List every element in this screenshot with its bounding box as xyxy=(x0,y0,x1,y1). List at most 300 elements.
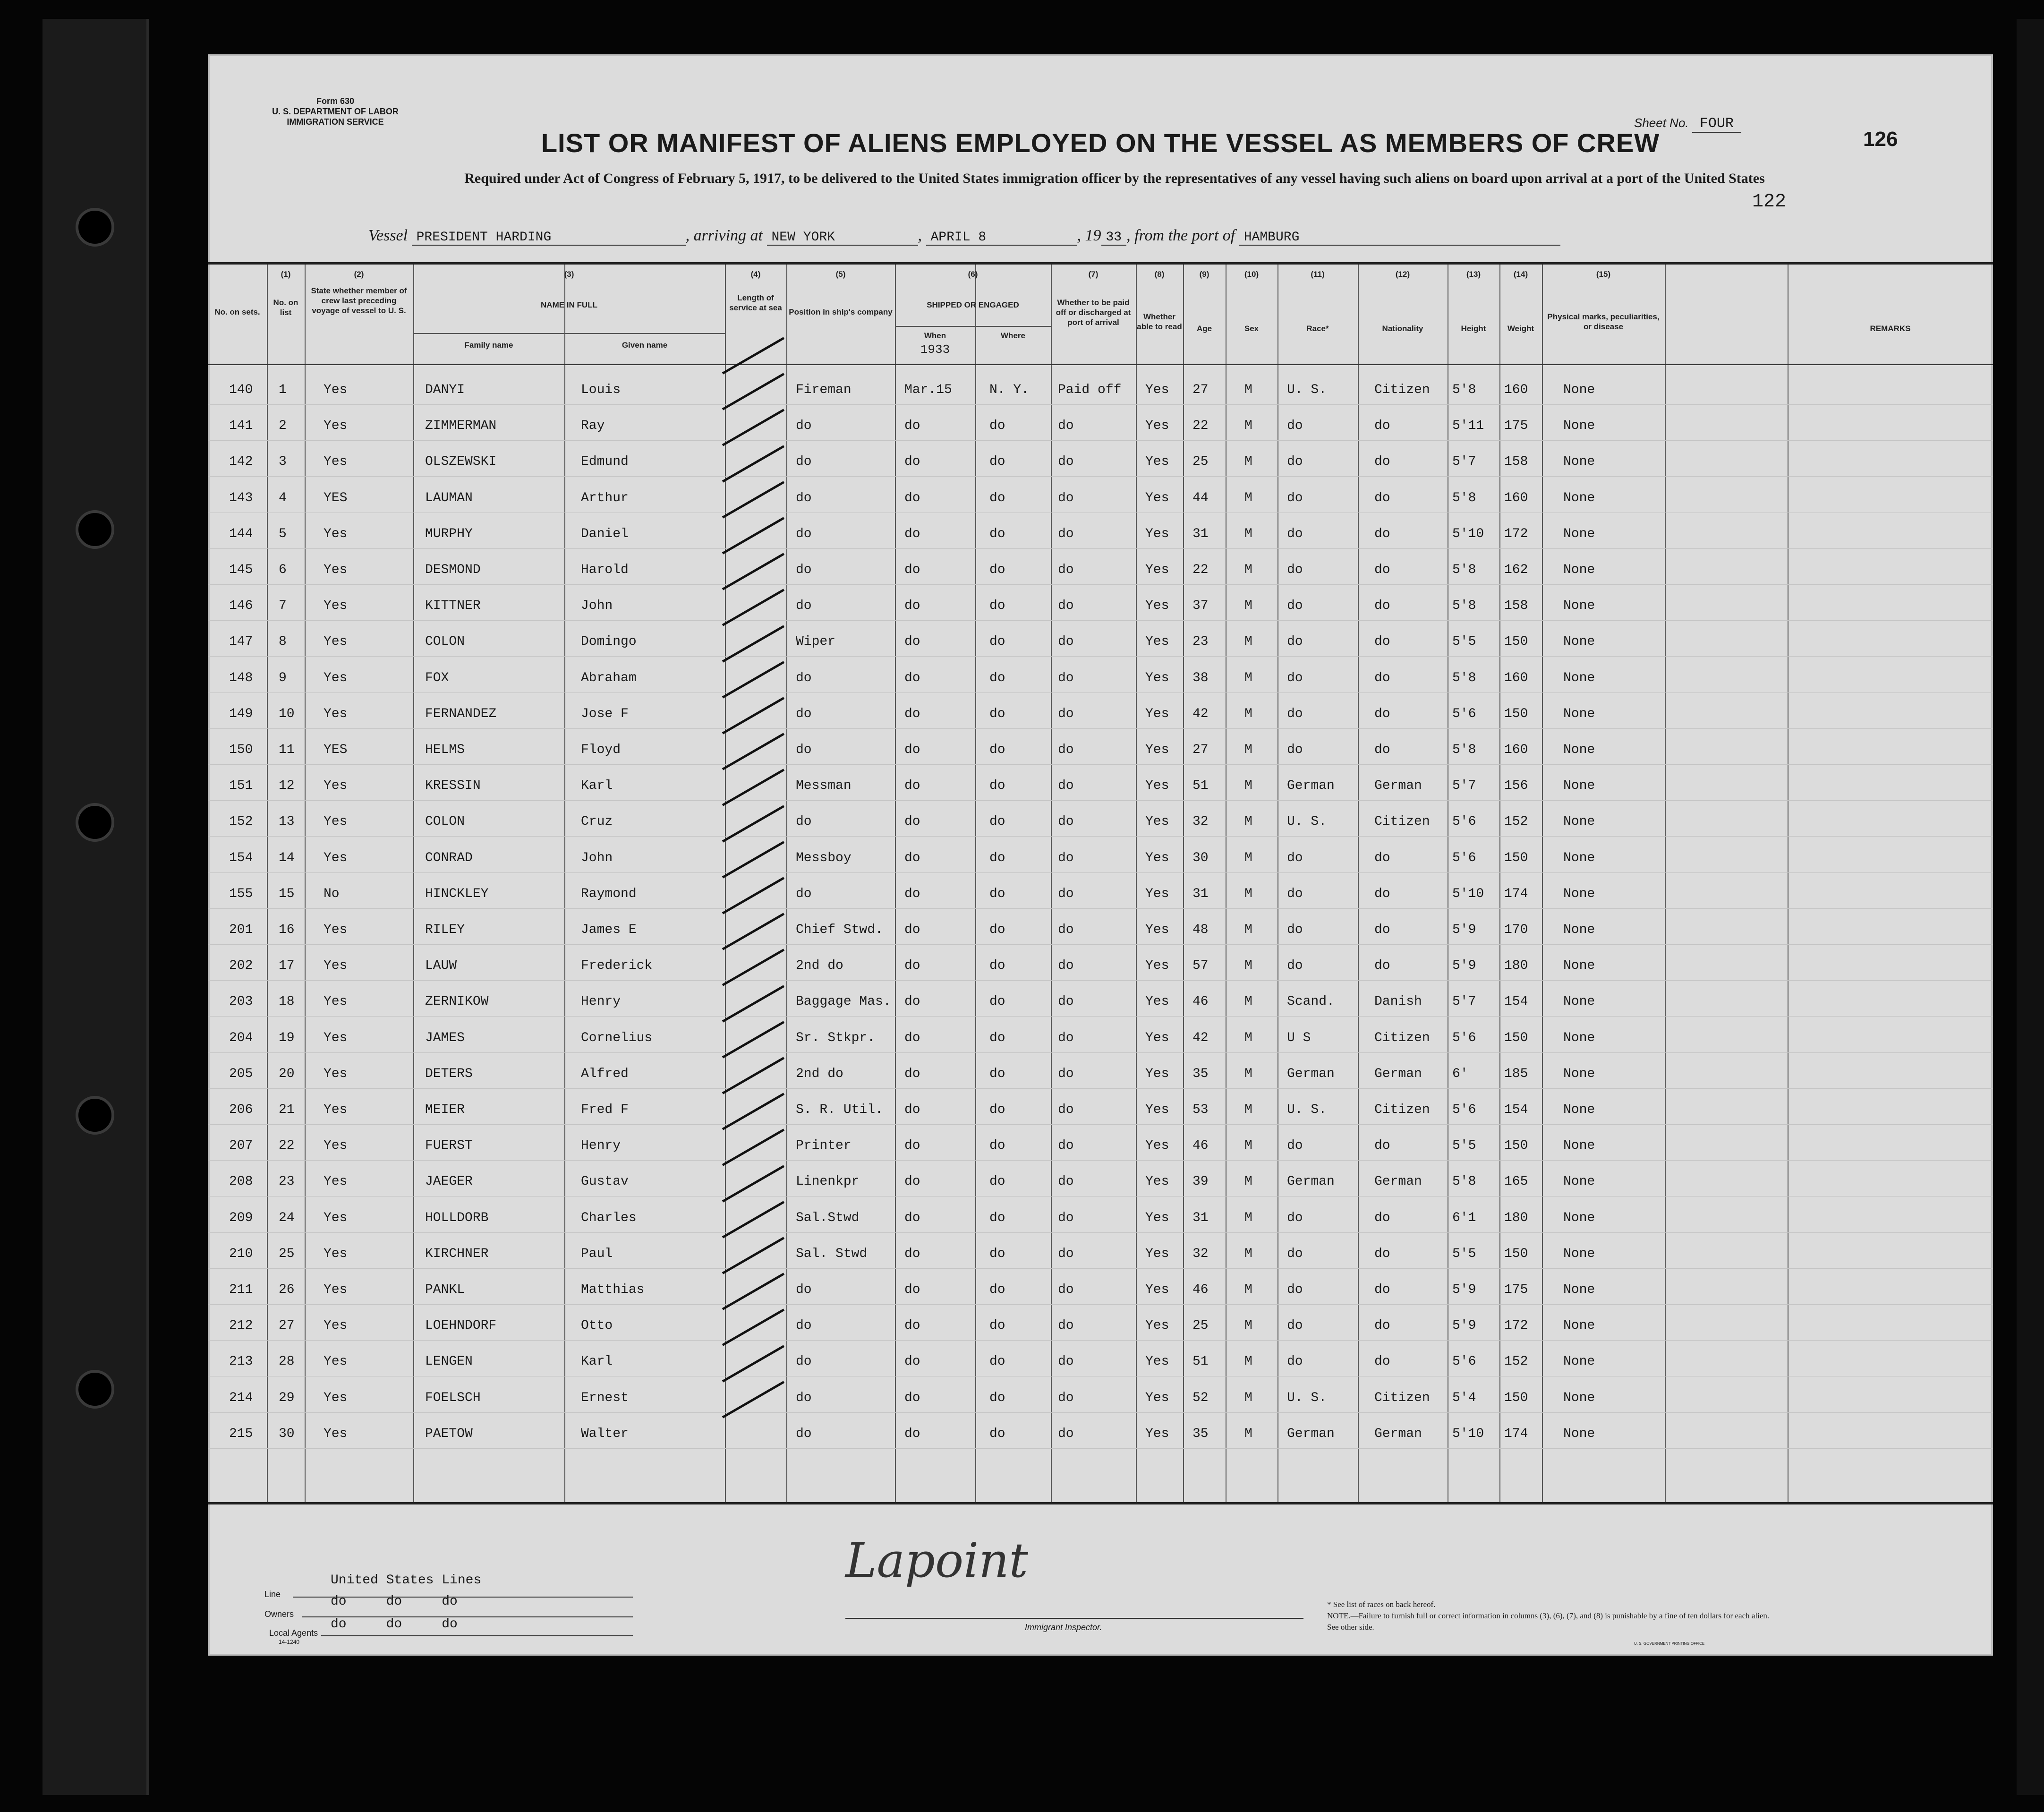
table-row xyxy=(208,837,1993,873)
weight: 172 xyxy=(1504,1318,1528,1333)
position: do xyxy=(796,563,812,577)
signature-underline xyxy=(845,1618,1303,1619)
header-col8: Whether able to read xyxy=(1137,312,1182,331)
shipped-where: do xyxy=(989,419,1005,434)
shipped-when: do xyxy=(904,850,920,865)
previous-voyage: YES xyxy=(324,490,348,505)
paid-off: do xyxy=(1058,1103,1074,1117)
table-row xyxy=(208,1304,1993,1341)
nationality: do xyxy=(1374,670,1390,685)
weight: 160 xyxy=(1504,490,1528,505)
stamp-number: 122 xyxy=(1752,191,1787,213)
table-row xyxy=(208,368,1993,405)
previous-voyage: Yes xyxy=(324,670,348,685)
physical-marks: None xyxy=(1563,670,1595,685)
race: do xyxy=(1287,923,1303,937)
previous-voyage: Yes xyxy=(324,383,348,397)
position: Printer xyxy=(796,1138,852,1154)
nationality: do xyxy=(1374,526,1390,541)
sex: M xyxy=(1244,850,1252,865)
races-note: * See list of races on back hereof. xyxy=(1327,1600,1436,1609)
list-number: 7 xyxy=(279,598,287,614)
previous-voyage: Yes xyxy=(324,923,348,937)
race: U. S. xyxy=(1287,383,1327,397)
able-to-read: Yes xyxy=(1145,814,1169,829)
family-name: KRESSIN xyxy=(425,778,481,794)
table-row xyxy=(208,1232,1993,1269)
nationality: do xyxy=(1374,1138,1390,1154)
shipped-where: do xyxy=(989,490,1005,505)
departure-port: HAMBURG xyxy=(1239,230,1560,246)
set-number: 141 xyxy=(229,419,253,434)
table-row xyxy=(208,440,1993,477)
given-name: Harold xyxy=(581,563,629,577)
binder-hole xyxy=(76,1096,114,1135)
paid-off: do xyxy=(1058,1066,1074,1081)
table-row xyxy=(208,477,1993,513)
previous-voyage: Yes xyxy=(324,850,348,865)
given-name: Henry xyxy=(581,1138,621,1154)
race: do xyxy=(1287,1282,1303,1297)
list-number: 24 xyxy=(279,1210,295,1225)
header-nationality: Nationality xyxy=(1382,324,1423,333)
previous-voyage: Yes xyxy=(324,634,348,650)
weight: 158 xyxy=(1504,598,1528,614)
able-to-read: Yes xyxy=(1145,526,1169,541)
height: 5'8 xyxy=(1452,1174,1476,1189)
able-to-read: Yes xyxy=(1145,634,1169,650)
header-col2: State whether member of crew last preceding voyage of vessel to U. S. xyxy=(311,286,407,315)
shipped-where: do xyxy=(989,1210,1005,1225)
table-row xyxy=(208,657,1993,693)
footer xyxy=(208,1504,1993,1656)
shipped-when: do xyxy=(904,454,920,470)
physical-marks: None xyxy=(1563,383,1595,397)
shipped-when: do xyxy=(904,886,920,901)
previous-voyage: Yes xyxy=(324,1354,348,1369)
previous-voyage: Yes xyxy=(324,1318,348,1333)
race: do xyxy=(1287,1246,1303,1261)
shipped-when: do xyxy=(904,1066,920,1081)
position: 2nd do xyxy=(796,958,843,974)
shipped-when: do xyxy=(904,1390,920,1405)
height: 5'10 xyxy=(1452,1426,1484,1441)
table-row xyxy=(208,548,1993,585)
table-row xyxy=(208,1376,1993,1413)
shipped-where: do xyxy=(989,1282,1005,1297)
race: German xyxy=(1287,778,1335,794)
previous-voyage: No xyxy=(324,886,340,901)
able-to-read: Yes xyxy=(1145,1174,1169,1189)
sex: M xyxy=(1244,490,1252,505)
table-row xyxy=(208,404,1993,441)
shipped-when: do xyxy=(904,419,920,434)
race: U. S. xyxy=(1287,1103,1327,1117)
position: Linenkpr xyxy=(796,1174,860,1189)
physical-marks: None xyxy=(1563,1318,1595,1333)
sex: M xyxy=(1244,814,1252,829)
page-number: 126 xyxy=(1863,128,1898,151)
header-col14-num: (14) xyxy=(1513,270,1528,279)
weight: 160 xyxy=(1504,670,1528,685)
set-number: 140 xyxy=(229,383,253,397)
list-number: 16 xyxy=(279,923,295,937)
set-number: 149 xyxy=(229,706,253,721)
owners-value: do do do xyxy=(331,1594,458,1609)
shipped-when: do xyxy=(904,563,920,577)
sex: M xyxy=(1244,1390,1252,1405)
family-name: KITTNER xyxy=(425,598,481,614)
position: do xyxy=(796,598,812,614)
table-row xyxy=(208,728,1993,765)
nationality: do xyxy=(1374,598,1390,614)
paid-off: do xyxy=(1058,454,1074,470)
binder-hole xyxy=(76,208,114,247)
header-col10-num: (10) xyxy=(1244,270,1259,279)
set-number: 144 xyxy=(229,526,253,541)
able-to-read: Yes xyxy=(1145,1066,1169,1081)
sex: M xyxy=(1244,670,1252,685)
penalty-note: NOTE.—Failure to furnish full or correct information in columns (3), (6), (7), and (8) is punishable by a fine of ten dollars for each alien. See other side. xyxy=(1327,1611,1770,1632)
height: 5'5 xyxy=(1452,1138,1476,1154)
nationality: do xyxy=(1374,419,1390,434)
able-to-read: Yes xyxy=(1145,490,1169,505)
height: 5'9 xyxy=(1452,923,1476,937)
height: 5'7 xyxy=(1452,994,1476,1009)
position: Sr. Stkpr. xyxy=(796,1030,876,1045)
sex: M xyxy=(1244,1354,1252,1369)
header-remarks: REMARKS xyxy=(1870,324,1911,333)
shipped-when: do xyxy=(904,634,920,650)
age: 35 xyxy=(1192,1066,1209,1081)
nationality: do xyxy=(1374,1210,1390,1225)
previous-voyage: Yes xyxy=(324,598,348,614)
height: 5'4 xyxy=(1452,1390,1476,1405)
shipped-when: do xyxy=(904,490,920,505)
able-to-read: Yes xyxy=(1145,1246,1169,1261)
physical-marks: None xyxy=(1563,958,1595,974)
nationality: German xyxy=(1374,1426,1422,1441)
race: do xyxy=(1287,1210,1303,1225)
shipped-when: do xyxy=(904,670,920,685)
list-number: 5 xyxy=(279,526,287,541)
sex: M xyxy=(1244,1210,1252,1225)
previous-voyage: Yes xyxy=(324,1066,348,1081)
list-number: 14 xyxy=(279,850,295,865)
given-name: Domingo xyxy=(581,634,637,650)
shipped-where: do xyxy=(989,526,1005,541)
sex: M xyxy=(1244,383,1252,397)
position: do xyxy=(796,419,812,434)
height: 5'10 xyxy=(1452,526,1484,541)
age: 39 xyxy=(1192,1174,1209,1189)
family-name: ZERNIKOW xyxy=(425,994,489,1009)
family-name: HOLLDORB xyxy=(425,1210,489,1225)
set-number: 208 xyxy=(229,1174,253,1189)
set-number: 206 xyxy=(229,1103,253,1117)
paid-off: do xyxy=(1058,778,1074,794)
position: Wiper xyxy=(796,634,836,650)
shipped-where: do xyxy=(989,994,1005,1009)
race: German xyxy=(1287,1174,1335,1189)
height: 5'8 xyxy=(1452,670,1476,685)
paid-off: do xyxy=(1058,563,1074,577)
family-name: COLON xyxy=(425,814,465,829)
sex: M xyxy=(1244,419,1252,434)
position: Fireman xyxy=(796,383,852,397)
sex: M xyxy=(1244,1426,1252,1441)
position: Chief Stwd. xyxy=(796,923,883,937)
list-number: 28 xyxy=(279,1354,295,1369)
paid-off: do xyxy=(1058,814,1074,829)
list-number: 1 xyxy=(279,383,287,397)
table-row xyxy=(208,872,1993,909)
able-to-read: Yes xyxy=(1145,1282,1169,1297)
previous-voyage: Yes xyxy=(324,994,348,1009)
sex: M xyxy=(1244,1138,1252,1154)
header-col7: Whether to be paid off or discharged at port of arrival xyxy=(1056,298,1131,327)
family-name: PAETOW xyxy=(425,1426,473,1441)
position: do xyxy=(796,670,812,685)
header-col12-num: (12) xyxy=(1395,270,1410,279)
family-name: FUERST xyxy=(425,1138,473,1154)
nationality: do xyxy=(1374,1318,1390,1333)
shipped-when: do xyxy=(904,743,920,757)
weight: 160 xyxy=(1504,383,1528,397)
weight: 174 xyxy=(1504,886,1528,901)
page-title: LIST OR MANIFEST OF ALIENS EMPLOYED ON THE VESSEL AS MEMBERS OF CREW xyxy=(541,128,1660,158)
paid-off: do xyxy=(1058,1246,1074,1261)
able-to-read: Yes xyxy=(1145,1030,1169,1045)
shipped-when: do xyxy=(904,958,920,974)
physical-marks: None xyxy=(1563,1174,1595,1189)
weight: 180 xyxy=(1504,1210,1528,1225)
sex: M xyxy=(1244,743,1252,757)
nationality: do xyxy=(1374,886,1390,901)
position: Sal.Stwd xyxy=(796,1210,860,1225)
position: do xyxy=(796,886,812,901)
previous-voyage: Yes xyxy=(324,563,348,577)
set-number: 207 xyxy=(229,1138,253,1154)
race: German xyxy=(1287,1066,1335,1081)
table-row xyxy=(208,800,1993,837)
height: 5'10 xyxy=(1452,886,1484,901)
list-number: 20 xyxy=(279,1066,295,1081)
shipped-when: do xyxy=(904,1282,920,1297)
nationality: do xyxy=(1374,923,1390,937)
age: 42 xyxy=(1192,1030,1209,1045)
arrival-port: NEW YORK xyxy=(767,230,918,246)
shipped-when: do xyxy=(904,1246,920,1261)
paid-off: do xyxy=(1058,1390,1074,1405)
sex: M xyxy=(1244,563,1252,577)
age: 46 xyxy=(1192,1138,1209,1154)
race: do xyxy=(1287,1354,1303,1369)
weight: 150 xyxy=(1504,1030,1528,1045)
weight: 170 xyxy=(1504,923,1528,937)
header-age: Age xyxy=(1196,324,1212,333)
shipped-where: do xyxy=(989,598,1005,614)
nationality: do xyxy=(1374,743,1390,757)
arrival-year: 33 xyxy=(1101,230,1127,246)
race: do xyxy=(1287,743,1303,757)
age: 52 xyxy=(1192,1390,1209,1405)
header-col5-num: (5) xyxy=(835,270,846,279)
previous-voyage: Yes xyxy=(324,419,348,434)
shipped-where: do xyxy=(989,1030,1005,1045)
nationality: Citizen xyxy=(1374,1390,1430,1405)
paid-off: do xyxy=(1058,598,1074,614)
race: do xyxy=(1287,563,1303,577)
nationality: Citizen xyxy=(1374,814,1430,829)
table-row xyxy=(208,1340,1993,1376)
form-number: Form 630 xyxy=(316,96,355,106)
table-row xyxy=(208,764,1993,801)
nationality: do xyxy=(1374,958,1390,974)
able-to-read: Yes xyxy=(1145,994,1169,1009)
table-row xyxy=(208,584,1993,621)
family-name: COLON xyxy=(425,634,465,650)
given-name: Daniel xyxy=(581,526,629,541)
position: do xyxy=(796,1318,812,1333)
race: do xyxy=(1287,850,1303,865)
shipped-where: do xyxy=(989,670,1005,685)
family-name: HINCKLEY xyxy=(425,886,489,901)
age: 27 xyxy=(1192,743,1209,757)
header-family-name: Family name xyxy=(464,341,513,350)
set-number: 148 xyxy=(229,670,253,685)
height: 5'9 xyxy=(1452,1282,1476,1297)
family-name: DANYI xyxy=(425,383,465,397)
paid-off: do xyxy=(1058,743,1074,757)
previous-voyage: Yes xyxy=(324,1138,348,1154)
able-to-read: Yes xyxy=(1145,670,1169,685)
physical-marks: None xyxy=(1563,886,1595,901)
given-name: Cruz xyxy=(581,814,613,829)
previous-voyage: Yes xyxy=(324,1426,348,1441)
position: do xyxy=(796,1390,812,1405)
header-col15-num: (15) xyxy=(1596,270,1611,279)
crew-table xyxy=(208,262,1993,1504)
set-number: 201 xyxy=(229,923,253,937)
shipped-when: do xyxy=(904,1318,920,1333)
nationality: do xyxy=(1374,634,1390,650)
shipped-where: do xyxy=(989,1246,1005,1261)
height: 5'6 xyxy=(1452,1354,1476,1369)
age: 30 xyxy=(1192,850,1209,865)
set-number: 145 xyxy=(229,563,253,577)
list-number: 21 xyxy=(279,1103,295,1117)
header-col5: Position in ship's company xyxy=(789,308,893,316)
set-number: 202 xyxy=(229,958,253,974)
position: do xyxy=(796,1354,812,1369)
set-number: 142 xyxy=(229,454,253,470)
weight: 150 xyxy=(1504,850,1528,865)
family-name: LAUW xyxy=(425,958,457,974)
position: do xyxy=(796,1426,812,1441)
given-name: Raymond xyxy=(581,886,637,901)
shipped-where: do xyxy=(989,1354,1005,1369)
sheet-value: FOUR xyxy=(1692,116,1741,133)
age: 22 xyxy=(1192,419,1209,434)
given-name: Ray xyxy=(581,419,605,434)
inspector-label: Immigrant Inspector. xyxy=(1025,1623,1102,1632)
vessel-label: Vessel xyxy=(368,227,408,244)
physical-marks: None xyxy=(1563,454,1595,470)
nationality: German xyxy=(1374,1174,1422,1189)
shipped-when: do xyxy=(904,1174,920,1189)
shipped-when: do xyxy=(904,598,920,614)
physical-marks: None xyxy=(1563,1246,1595,1261)
shipped-where: do xyxy=(989,814,1005,829)
header-col8-num: (8) xyxy=(1154,270,1165,279)
age: 46 xyxy=(1192,994,1209,1009)
vessel-name: PRESIDENT HARDING xyxy=(412,230,686,246)
race: do xyxy=(1287,419,1303,434)
header-col1: No. on list xyxy=(273,298,298,317)
year-prefix: , 19 xyxy=(1077,227,1101,244)
age: 51 xyxy=(1192,778,1209,794)
nationality: German xyxy=(1374,1066,1422,1081)
shipped-where: do xyxy=(989,1103,1005,1117)
physical-marks: None xyxy=(1563,1030,1595,1045)
header-physical-marks: Physical marks, peculiarities, or disease xyxy=(1547,312,1660,331)
header-given-name: Given name xyxy=(622,341,668,350)
header-col3-num: (3) xyxy=(564,270,574,279)
header-col4-num: (4) xyxy=(750,270,761,279)
given-name: John xyxy=(581,850,613,865)
able-to-read: Yes xyxy=(1145,1138,1169,1154)
sex: M xyxy=(1244,598,1252,614)
able-to-read: Yes xyxy=(1145,1318,1169,1333)
previous-voyage: Yes xyxy=(324,526,348,541)
able-to-read: Yes xyxy=(1145,1210,1169,1225)
paid-off: do xyxy=(1058,1174,1074,1189)
set-number: 146 xyxy=(229,598,253,614)
list-number: 4 xyxy=(279,490,287,505)
printer-credit: U. S. GOVERNMENT PRINTING OFFICE xyxy=(1634,1641,1705,1646)
header-col2-num: (2) xyxy=(354,270,364,279)
sex: M xyxy=(1244,994,1252,1009)
race: do xyxy=(1287,706,1303,721)
arrival-date: APRIL 8 xyxy=(926,230,1077,246)
header-no-on-sets: No. on sets. xyxy=(214,308,260,316)
set-number: 155 xyxy=(229,886,253,901)
weight: 160 xyxy=(1504,743,1528,757)
set-number: 205 xyxy=(229,1066,253,1081)
height: 5'5 xyxy=(1452,1246,1476,1261)
shipped-where: do xyxy=(989,923,1005,937)
list-number: 10 xyxy=(279,706,295,721)
list-number: 6 xyxy=(279,563,287,577)
header-divider xyxy=(208,364,1993,365)
race: do xyxy=(1287,958,1303,974)
paid-off: do xyxy=(1058,1030,1074,1045)
weight: 152 xyxy=(1504,1354,1528,1369)
physical-marks: None xyxy=(1563,706,1595,721)
shipped-where: do xyxy=(989,958,1005,974)
shipped-when: do xyxy=(904,994,920,1009)
agents-value: do do do xyxy=(331,1617,458,1632)
physical-marks: None xyxy=(1563,850,1595,865)
sex: M xyxy=(1244,1174,1252,1189)
paid-off: do xyxy=(1058,634,1074,650)
given-name: Karl xyxy=(581,1354,613,1369)
set-number: 152 xyxy=(229,814,253,829)
set-number: 151 xyxy=(229,778,253,794)
sex: M xyxy=(1244,1246,1252,1261)
family-name: RILEY xyxy=(425,923,465,937)
